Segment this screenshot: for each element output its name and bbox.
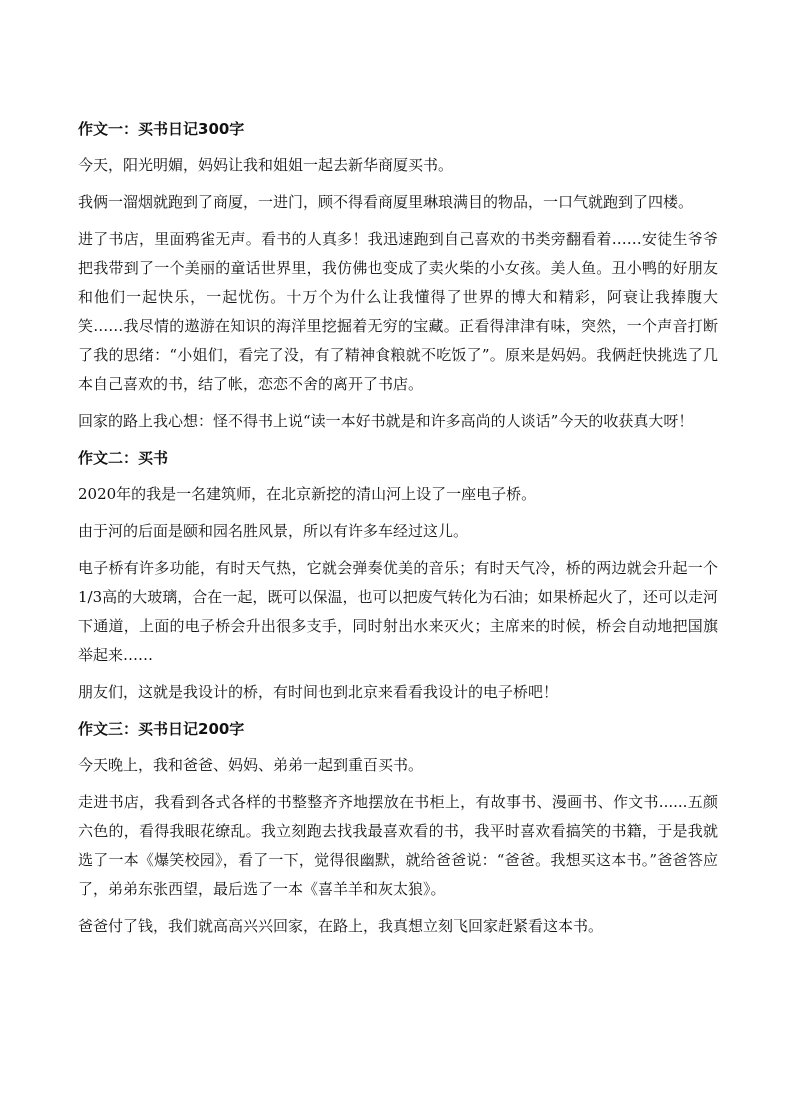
essay-1-paragraph: 进了书店，里面鸦雀无声。看书的人真多！我迅速跑到自己喜欢的书类旁翻看着……安徒生爷爷把我带到了一个美丽的童话世界里，我仿佛也变成了卖火柴的小女孩。美人鱼。丑小鸭的好朋友和他们一起快乐，一起忧伤。十万个为什么让我懂得了世界的博大和精彩，阿衰让我捧腹大笑……我尽情的遨游在知识的海洋里挖掘着无穷的宝藏。正看得津津有味，突然，一个声音打断了我的思绪：“小姐们，看完了没，有了精神食粮就不吃饭了”。原来是妈妈。我俩赶快挑选了几本自己喜欢的书，结了帐，恋恋不舍的离开了书店。 [78, 230, 718, 393]
essay-3-paragraph: 走进书店，我看到各式各样的书整整齐齐地摆放在书柜上，有故事书、漫画书、作文书......五颜六色的，看得我眼花缭乱。我立刻跑去找我最喜欢看的书，我平时喜欢看搞笑的书籍，于是我就选了一本《爆笑校园》，看了一下，觉得很幽默，就给爸爸说：“爸爸。我想买这本书。”爸爸答应了，弟弟东张西望，最后选了一本《喜羊羊和灰太狼》。 [78, 793, 718, 898]
essay-1-paragraph: 我俩一溜烟就跑到了商厦，一进门，顾不得看商厦里琳琅满目的物品，一口气就跑到了四楼。 [78, 193, 694, 211]
essay-1-title: 作文一：买书日记300字 [78, 120, 245, 138]
essay-1 [0, 115, 792, 436]
essay-3-paragraph: 今天晚上，我和爸爸、妈妈、弟弟一起到重百买书。 [78, 756, 424, 774]
essay-2 [0, 444, 792, 707]
essay-2-paragraph: 电子桥有许多功能，有时天气热，它就会弹奏优美的音乐；有时天气冷，桥的两边就会升起一个1/3高的大玻璃，合在一起，既可以保温，也可以把废气转化为石油；如果桥起火了，还可以走河下通道，上面的电子桥会升出很多支手，同时射出水来灭火；主席来的时候，桥会自动地把国旗举起来…… [78, 559, 718, 664]
essay-1-paragraph: 今天，阳光明媚，妈妈让我和姐姐一起去新华商厦买书。 [78, 156, 454, 174]
essay-3-paragraph: 爸爸付了钱，我们就高高兴兴回家，在路上，我真想立刻飞回家赶紧看这本书。 [78, 917, 604, 935]
essay-1-paragraph: 回家的路上我心想：怪不得书上说“读一本好书就是和许多高尚的人谈话”今天的收获真大呀！ [78, 412, 694, 430]
essay-2-paragraph: 朋友们，这就是我设计的桥，有时间也到北京来看看我设计的电子桥吧！ [78, 683, 559, 701]
essay-3 [0, 715, 792, 941]
essay-2-paragraph: 2020年的我是一名建筑师，在北京新挖的清山河上设了一座电子桥。 [78, 485, 537, 503]
essay-3-title: 作文三：买书日记200字 [78, 720, 245, 738]
essay-2-paragraph: 由于河的后面是颐和园名胜风景，所以有许多车经过这儿。 [78, 522, 469, 540]
essay-2-title: 作文二：买书 [78, 449, 169, 467]
